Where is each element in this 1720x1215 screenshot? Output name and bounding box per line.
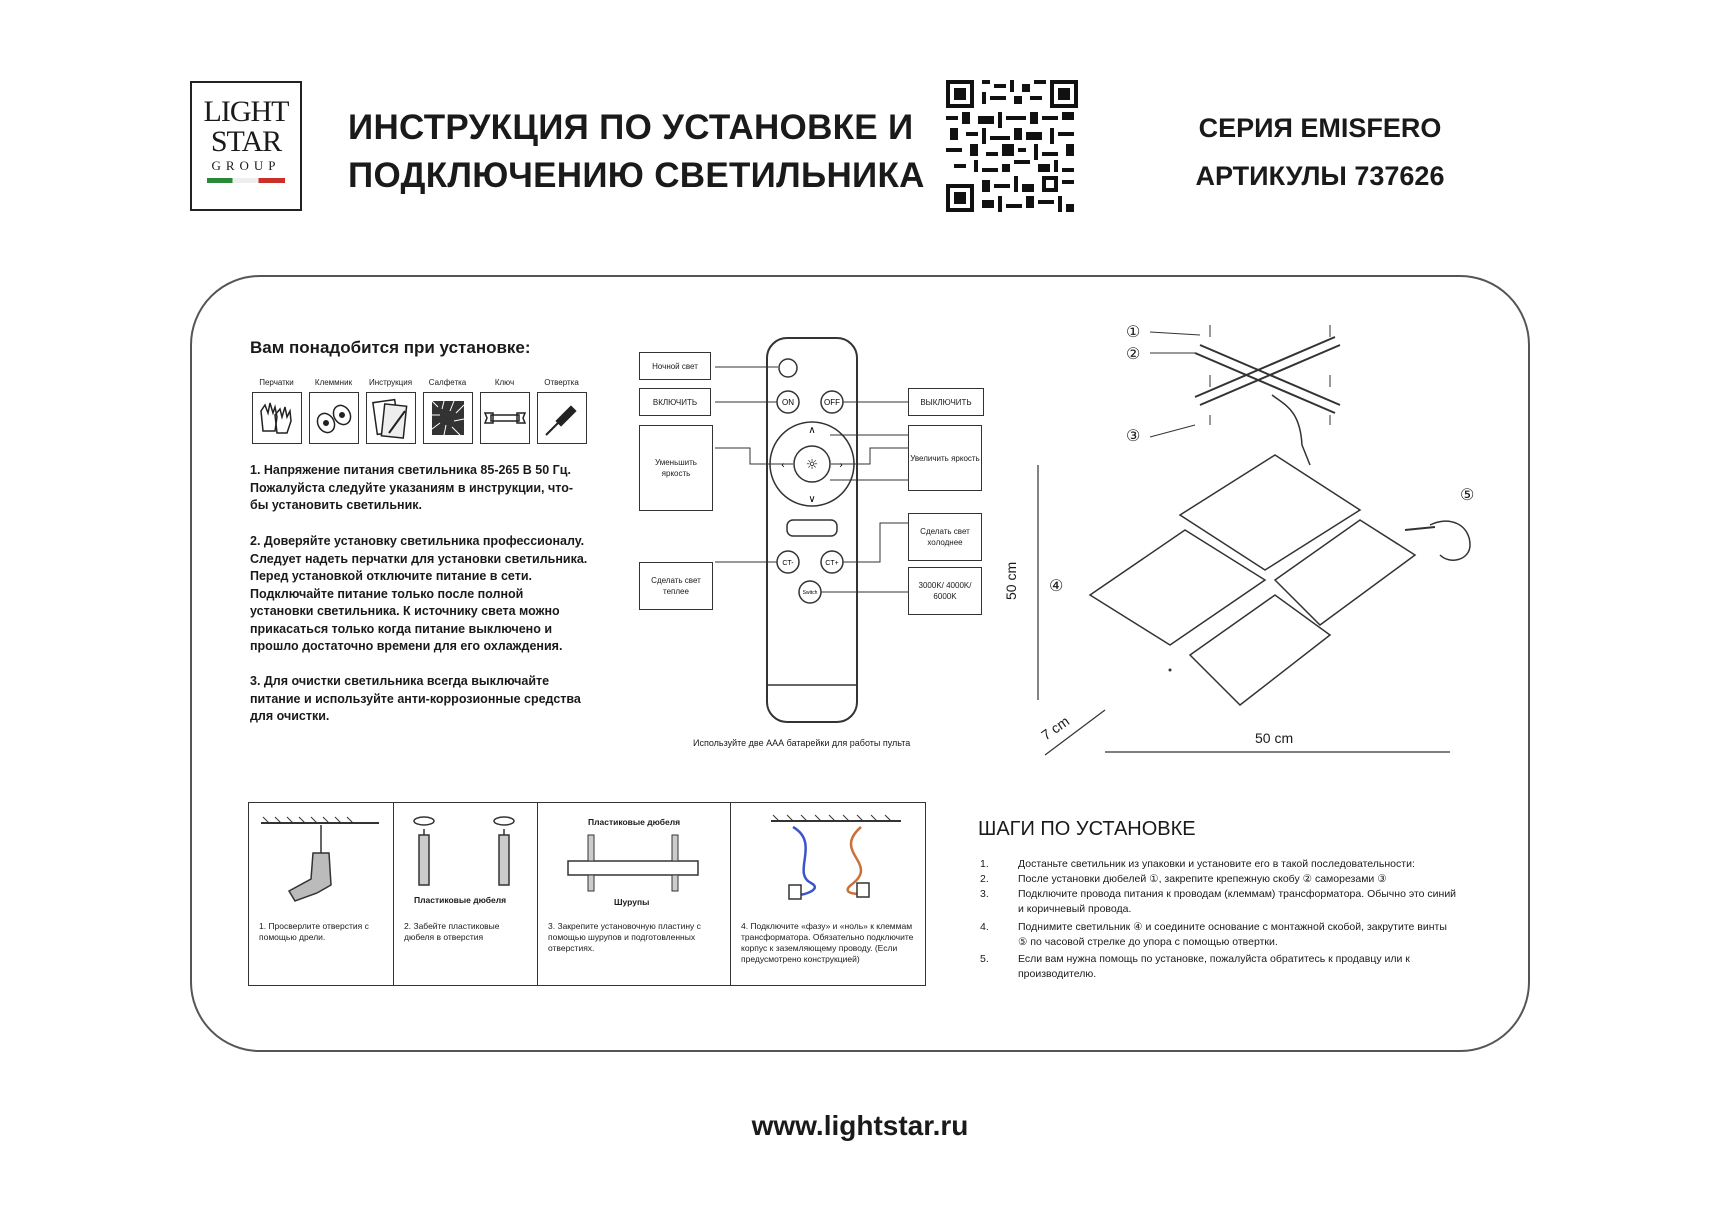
label-on: ВКЛЮЧИТЬ — [639, 388, 711, 416]
terminal-block-icon — [310, 393, 358, 443]
dimension-height: 50 cm — [1003, 561, 1019, 600]
lamp-drawing — [1010, 315, 1510, 765]
step-number: 4. — [980, 921, 989, 933]
document-title — [348, 104, 925, 200]
wiring-icon — [731, 813, 921, 913]
arrow-down-icon: ∨ — [808, 494, 816, 505]
step-cell-dowels — [394, 803, 538, 985]
label-colder-light: Сделать свет холоднее — [908, 513, 982, 561]
switch-button-text: Switch — [802, 590, 818, 596]
leader-lines — [715, 367, 908, 592]
label-night-light: Ночной свет — [639, 352, 711, 380]
label-color-temps: 3000K/ 4000K/ 6000K — [908, 567, 982, 615]
tool-gloves — [250, 378, 303, 448]
drill-icon — [249, 813, 389, 923]
dimension-width: 50 cm — [1255, 730, 1294, 746]
label-increase-brightness: Увеличить яркость — [908, 425, 982, 491]
website-link[interactable]: www.lightstar.ru — [751, 1110, 969, 1141]
italian-flag-stripe — [207, 178, 285, 183]
power-wire — [1272, 395, 1310, 465]
mode-button[interactable] — [787, 520, 837, 536]
step-caption: 3. Закрепите установочную пластину с помощью шурупов и подготовленных отверстиях. — [548, 921, 701, 953]
step-caption: 4. Подключите «фазу» и «ноль» к клеммам трансформатора. Обязательно подключите корпус к заземляющему проводу. (Если предусмотрено конструкцией) — [741, 921, 914, 964]
tool-label: Перчатки — [259, 378, 294, 387]
arrow-left-icon: ‹ — [781, 460, 785, 471]
tool-label: Клеммник — [314, 378, 353, 387]
lamp-panels — [1090, 455, 1415, 705]
logo-line-2: STAR — [210, 125, 282, 158]
step-text: Если вам нужна помощь по установке, пожалуйста обратитесь к продавцу или к производителю. — [1018, 953, 1410, 980]
callout-2: ② — [1126, 346, 1141, 363]
tool-label: Салфетка — [428, 378, 467, 387]
tool-terminal — [307, 378, 360, 448]
off-button-text: OFF — [824, 398, 840, 407]
label-decrease-brightness: Уменьшить яркость — [639, 425, 713, 511]
instruction-2: 2. Доверяйте установку светильника профессионалу. Следует надеть перчатки для установки светильника. Перед установкой отключите питание в сети. Подключайте питание только после полной установки светильника. К источнику света можно прикасаться только когда питание выключено и прошло достаточно времени для его охлаждения. — [250, 534, 588, 653]
on-button-text: ON — [782, 398, 794, 407]
night-light-button[interactable] — [779, 359, 797, 377]
wrench-icon — [481, 393, 529, 443]
series-name: СЕРИЯ EMISFERO — [1198, 113, 1442, 143]
step-caption: 1. Просверлите отверстия с помощью дрели. — [259, 921, 369, 942]
step-number: 2. — [980, 873, 989, 885]
step-cell-plate — [538, 803, 731, 985]
cloth-icon — [424, 393, 472, 443]
tool-label: Инструкция — [368, 378, 413, 387]
callout-4: ④ — [1049, 578, 1064, 595]
tools-title: Вам понадобится при установке: — [250, 338, 531, 357]
step-cell-drill — [249, 803, 394, 985]
installation-steps-panel — [248, 802, 926, 986]
tool-screwdriver — [535, 378, 588, 448]
install-steps-title: ШАГИ ПО УСТАНОВКЕ — [978, 818, 1196, 840]
step-caption: 2. Забейте пластиковые дюбеля в отверстия — [404, 921, 500, 942]
tools-row — [250, 378, 590, 448]
callout-1: ① — [1126, 324, 1141, 341]
step-number: 3. — [980, 888, 989, 900]
dowel-icon — [394, 813, 534, 903]
gloves-icon — [253, 393, 301, 443]
tool-label: Отвертка — [544, 378, 579, 387]
step-number: 1. — [980, 858, 989, 870]
hand-screwdriver-icon — [1430, 521, 1470, 560]
mounting-bracket — [1195, 337, 1340, 413]
step-number: 5. — [980, 953, 989, 965]
ct-plus-button-text: CT+ — [825, 560, 839, 567]
step-text: Достаньте светильник из упаковки и установите его в такой последовательности: — [1018, 858, 1415, 870]
title-line-2: ПОДКЛЮЧЕНИЮ СВЕТИЛЬНИКА — [348, 156, 925, 195]
instruction-1: 1. Напряжение питания светильника 85-265 В 50 Гц. Пожалуйста следуйте указаниям в инструкции, что-бы установить светильник. — [250, 463, 573, 512]
screws-label: Шурупы — [614, 897, 650, 907]
battery-note: Используйте две ААА батарейки для работы пульта — [693, 738, 911, 748]
dowel-label: Пластиковые дюбеля — [414, 895, 507, 905]
label-warmer-light: Сделать свет теплее — [639, 562, 713, 610]
callout-3: ③ — [1126, 428, 1141, 445]
remote-body — [767, 338, 857, 722]
logo-line-3: GROUP — [211, 158, 281, 173]
series-info — [1160, 104, 1480, 200]
tool-cloth — [421, 378, 474, 448]
tool-manual — [364, 378, 417, 448]
title-line-1: ИНСТРУКЦИЯ ПО УСТАНОВКЕ И — [348, 108, 914, 147]
callout-5: ⑤ — [1460, 487, 1475, 504]
article-number: АРТИКУЛЫ 737626 — [1195, 161, 1445, 191]
manual-icon — [367, 393, 415, 443]
arrow-right-icon: › — [839, 460, 843, 471]
screwdriver-icon — [538, 393, 586, 443]
plate-dowel-label: Пластиковые дюбеля — [588, 817, 681, 827]
step-text: Подключите провода питания к проводам (клеммам) трансформатора. Обычно это синий и коричневый провода. — [1018, 888, 1457, 915]
ct-minus-button-text: CT- — [782, 560, 794, 567]
arrow-up-icon: ∧ — [808, 425, 816, 436]
instruction-3: 3. Для очистки светильника всегда выключайте питание и используйте анти-коррозионные средства для очистки. — [250, 674, 581, 723]
dimension-depth: 7 cm — [1038, 712, 1073, 744]
mounting-plate-icon — [538, 829, 728, 899]
tool-wrench — [478, 378, 531, 448]
label-off: ВЫКЛЮЧИТЬ — [908, 388, 984, 416]
bulb-icon: ☼ — [805, 457, 819, 473]
tool-label: Ключ — [494, 378, 515, 387]
brand-logo — [190, 81, 302, 211]
logo-line-1: LIGHT — [203, 95, 289, 128]
step-text: После установки дюбелей ①, закрепите крепежную скобу ② саморезами ③ — [1018, 873, 1387, 885]
qr-code[interactable] — [946, 80, 1078, 212]
step-cell-wiring — [731, 803, 925, 985]
step-text: Поднимите светильник ④ и соедините основание с монтажной скобой, закрутите винты ⑤ по часовой стрелке до упора с помощью отвертки. — [1018, 921, 1447, 948]
